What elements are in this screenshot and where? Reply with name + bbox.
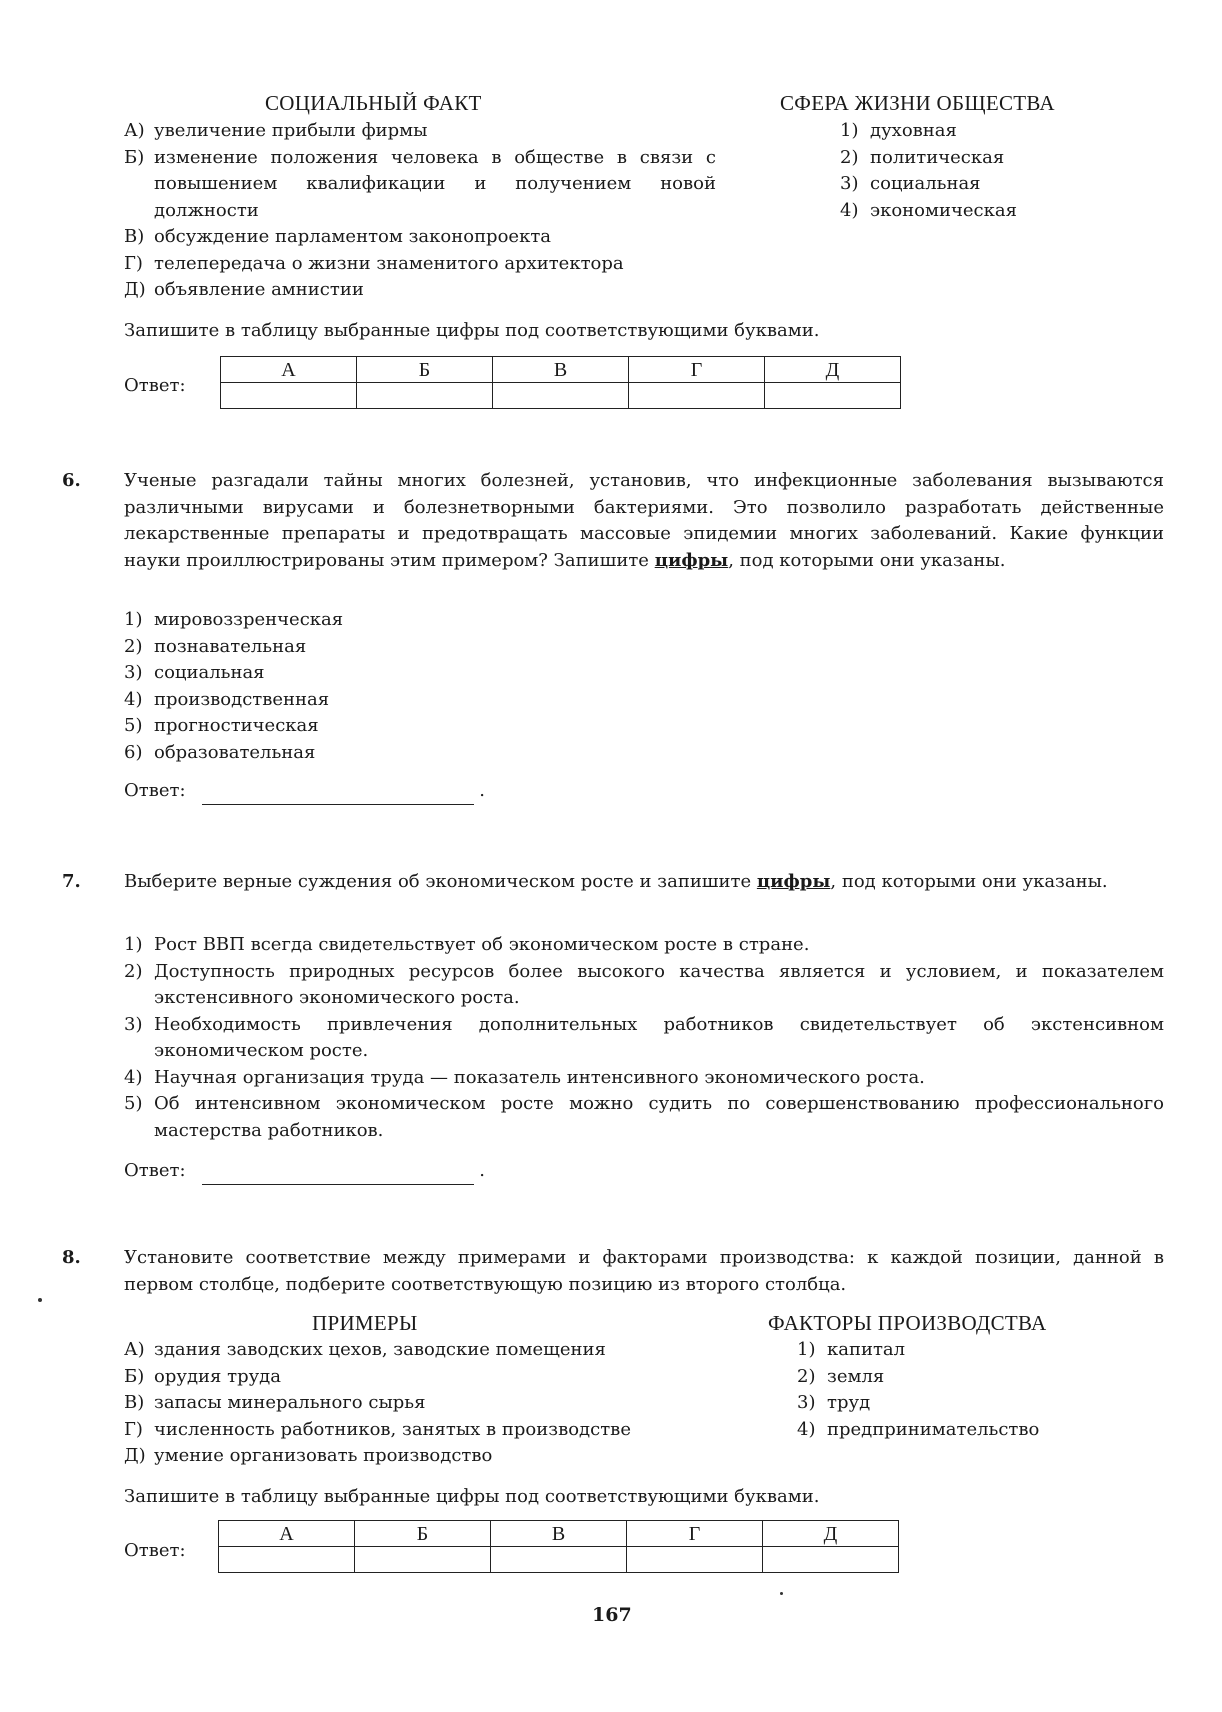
answer-cell[interactable] <box>491 1547 627 1573</box>
list-item: 4) экономическая <box>840 199 1017 221</box>
table-header: Б <box>355 1521 491 1547</box>
q5-left-heading: СОЦИАЛЬНЫЙ ФАКТ <box>265 91 482 115</box>
scan-speck <box>38 1298 42 1302</box>
list-item: Г) численность работников, занятых в производстве <box>124 1418 631 1440</box>
list-item: 3) Необходимость привлечения дополнительных работников свидетельствует об экстенсивном экономическом росте. <box>124 1013 1164 1061</box>
table-header: В <box>493 357 629 383</box>
answer-cell[interactable] <box>219 1547 355 1573</box>
page-number: 167 <box>592 1604 632 1626</box>
list-item: 5) Об интенсивном экономическом росте можно судить по совершенствованию профессионального мастерства работников. <box>124 1093 1164 1141</box>
list-item: 2) земля <box>797 1365 885 1387</box>
q6-text: Ученые разгадали тайны многих болезней, установив, что инфекционные заболевания вызываются различными вирусами и болезнетворными бактериями. Это позволило разработать действенные лекарственные препараты и предотвращать массовые эпидемии многих заболеваний. Какие функции науки проиллюстрированы этим примером? Запишите цифры, под которыми они указаны. <box>124 470 1164 571</box>
q8-answer-table <box>218 1520 899 1573</box>
q7-number: 7. <box>62 871 81 892</box>
answer-cell[interactable] <box>493 383 629 409</box>
list-item: 4) Научная организация труда — показатель интенсивного экономического роста. <box>124 1066 925 1088</box>
list-item: 4) предпринимательство <box>797 1418 1040 1440</box>
list-item: В) запасы минерального сырья <box>124 1392 426 1413</box>
q6-options <box>124 607 724 766</box>
q8-number: 8. <box>62 1247 81 1268</box>
q8-right-heading: ФАКТОРЫ ПРОИЗВОДСТВА <box>768 1311 1047 1335</box>
q5-answer-table <box>220 356 901 409</box>
list-item: Б) изменение положения человека в обществе в связи с повышением квалификации и получением новой должности <box>124 146 716 221</box>
answer-cell[interactable] <box>763 1547 899 1573</box>
q5-right-heading: СФЕРА ЖИЗНИ ОБЩЕСТВА <box>780 91 1055 115</box>
answer-cell[interactable] <box>765 383 901 409</box>
list-item: 2) политическая <box>840 146 1005 168</box>
list-item: В) обсуждение парламентом законопроекта <box>124 226 552 247</box>
answer-cell[interactable] <box>357 383 493 409</box>
q8-left-heading: ПРИМЕРЫ <box>312 1311 418 1335</box>
list-item: 3) труд <box>797 1392 871 1413</box>
q7-answer: Ответ: . <box>124 1158 485 1185</box>
list-item: 1) Рост ВВП всегда свидетельствует об экономическом росте в стране. <box>124 934 810 955</box>
list-item: 6) образовательная <box>124 741 316 763</box>
q6-answer: Ответ: . <box>124 778 485 805</box>
answer-cell[interactable] <box>221 383 357 409</box>
list-item: 4) производственная <box>124 688 330 710</box>
q5-answer-label: Ответ: <box>124 375 186 396</box>
table-header: Г <box>627 1521 763 1547</box>
q7-text: Выберите верные суждения об экономическом росте и запишите цифры, под которыми они указаны. <box>124 871 1108 892</box>
list-item: 2) Доступность природных ресурсов более высокого качества является и условием, и показателем экстенсивного экономического роста. <box>124 960 1164 1008</box>
list-item: А) здания заводских цехов, заводские помещения <box>124 1339 606 1360</box>
list-item: А) увеличение прибыли фирмы <box>124 120 428 141</box>
table-header: Г <box>629 357 765 383</box>
q8-right-list <box>797 1337 1137 1443</box>
q6-answer-field[interactable] <box>202 784 474 805</box>
table-header: В <box>491 1521 627 1547</box>
list-item: 1) капитал <box>797 1339 906 1360</box>
q6-number: 6. <box>62 470 81 491</box>
q8-answer-label: Ответ: <box>124 1540 186 1561</box>
q8-instruction: Запишите в таблицу выбранные цифры под соответствующими буквами. <box>124 1486 820 1507</box>
list-item: Д) объявление амнистии <box>124 279 364 300</box>
q8-text: Установите соответствие между примерами и факторами производства: к каждой позиции, данной в первом столбце, подберите соответствующую позицию из второго столбца. <box>124 1247 1164 1295</box>
table-header: Д <box>763 1521 899 1547</box>
table-header: А <box>219 1521 355 1547</box>
list-item: Г) телепередача о жизни знаменитого архитектора <box>124 252 624 274</box>
answer-cell[interactable] <box>355 1547 491 1573</box>
list-item: 2) познавательная <box>124 635 307 657</box>
list-item: 1) духовная <box>840 120 957 141</box>
q7-answer-field[interactable] <box>202 1164 474 1185</box>
list-item: Б) орудия труда <box>124 1365 281 1387</box>
table-header: А <box>221 357 357 383</box>
list-item: 3) социальная <box>124 662 265 683</box>
q5-right-list <box>840 118 1140 224</box>
q6-emphasis: цифры <box>654 549 729 571</box>
q5-left-list <box>124 118 716 304</box>
list-item: 5) прогностическая <box>124 715 319 736</box>
q8-left-list <box>124 1337 764 1470</box>
q7-emphasis: цифры <box>756 871 831 892</box>
answer-cell[interactable] <box>627 1547 763 1573</box>
table-header: Д <box>765 357 901 383</box>
q7-options <box>124 932 1164 1144</box>
answer-cell[interactable] <box>629 383 765 409</box>
q5-instruction: Запишите в таблицу выбранные цифры под соответствующими буквами. <box>124 320 820 341</box>
list-item: 1) мировоззренческая <box>124 609 344 630</box>
table-header: Б <box>357 357 493 383</box>
list-item: 3) социальная <box>840 173 981 194</box>
scan-speck <box>780 1592 783 1595</box>
list-item: Д) умение организовать производство <box>124 1445 493 1466</box>
